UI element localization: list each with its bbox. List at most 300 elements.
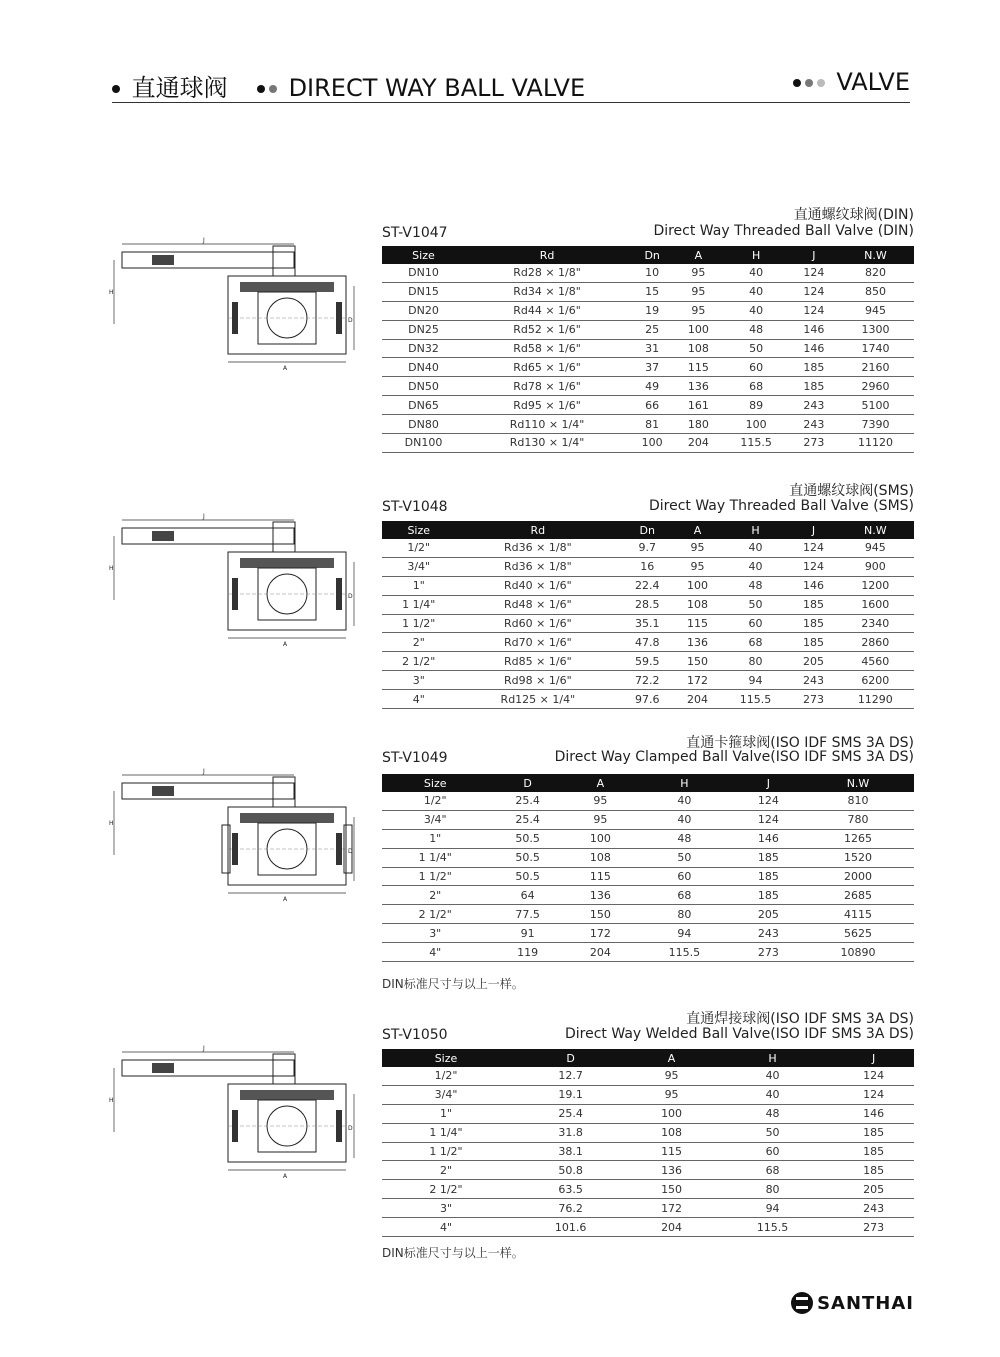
table-cell: 4560 <box>837 652 914 671</box>
table-cell: 9.7 <box>620 539 674 557</box>
logo-icon <box>791 1292 813 1314</box>
dim-label-h: H <box>109 289 114 296</box>
table-cell: 40 <box>721 264 790 282</box>
table-cell: 1300 <box>837 320 914 339</box>
table-cell: 108 <box>674 595 720 614</box>
column-header: A <box>567 774 634 792</box>
table-cell: 25 <box>629 320 675 339</box>
table-cell: 780 <box>802 810 914 829</box>
table-cell: 38.1 <box>510 1142 631 1161</box>
table-cell: 77.5 <box>488 905 566 924</box>
table-cell: 136 <box>567 886 634 905</box>
table-cell: 50 <box>721 339 790 358</box>
table-row <box>382 886 914 905</box>
table-cell: 243 <box>735 924 802 943</box>
table-cell: 150 <box>631 1180 712 1199</box>
table-cell: 22.4 <box>620 576 674 595</box>
column-header: Dn <box>629 246 675 264</box>
table-row <box>382 1199 914 1218</box>
handle-grip <box>152 255 174 265</box>
table-cell: 124 <box>790 557 836 576</box>
header-category: VALVE <box>836 68 910 96</box>
body-top-flange <box>240 813 334 823</box>
table-cell: 3" <box>382 671 455 690</box>
table-cell: Rd60 × 1/6" <box>455 614 620 633</box>
table-cell: 60 <box>721 614 791 633</box>
valve-diagram <box>108 763 360 913</box>
table-row <box>382 396 914 415</box>
product-code: ST-V1049 <box>382 750 448 766</box>
table-cell: Rd98 × 1/6" <box>455 671 620 690</box>
table-cell: 115.5 <box>721 434 790 453</box>
table-cell: 4115 <box>802 905 914 924</box>
table-cell: 146 <box>790 576 836 595</box>
table-cell: DN65 <box>382 396 465 415</box>
table-cell: 48 <box>712 1104 833 1123</box>
table-row <box>382 320 914 339</box>
table-cell: 50.5 <box>488 867 566 886</box>
product-code: ST-V1050 <box>382 1027 448 1043</box>
table-cell: Rd110 × 1/4" <box>465 415 629 434</box>
valve-drawing-threaded-din <box>108 232 360 382</box>
left-seal <box>232 578 238 610</box>
table-cell: 47.8 <box>620 633 674 652</box>
table-cell: 124 <box>791 301 837 320</box>
column-header: Size <box>382 774 488 792</box>
column-header: Dn <box>620 521 674 539</box>
table-cell: 31.8 <box>510 1123 631 1142</box>
table-row <box>382 633 914 652</box>
table-cell: DN20 <box>382 301 465 320</box>
table-row <box>382 867 914 886</box>
table-cell: 273 <box>790 690 836 709</box>
column-header: Size <box>382 1049 510 1067</box>
table-cell: 205 <box>790 652 836 671</box>
table-cell: 95 <box>675 301 721 320</box>
handle-grip <box>152 1063 174 1073</box>
table-row <box>382 1067 914 1085</box>
table-cell: Rd125 × 1/4" <box>455 690 620 709</box>
stem-shape <box>273 777 295 807</box>
table-row <box>382 1161 914 1180</box>
valve-drawing-threaded-sms <box>108 508 360 658</box>
dim-label-a: A <box>283 641 288 648</box>
table-cell: Rd52 × 1/6" <box>465 320 629 339</box>
table-cell: 185 <box>790 614 836 633</box>
table-cell: 185 <box>735 848 802 867</box>
table-cell: 12.7 <box>510 1067 631 1085</box>
table-cell: 100 <box>567 829 634 848</box>
valve-diagram <box>108 232 360 382</box>
table-cell: 40 <box>634 792 735 810</box>
column-header: J <box>791 246 837 264</box>
table-cell: Rd85 × 1/6" <box>455 652 620 671</box>
table-cell: 119 <box>488 943 566 962</box>
table-row <box>382 595 914 614</box>
table-cell: 6200 <box>837 671 914 690</box>
table-cell: 40 <box>712 1067 833 1085</box>
table-cell: 60 <box>721 358 790 377</box>
table-cell: 185 <box>791 358 837 377</box>
product-code: ST-V1048 <box>382 499 448 515</box>
table-row <box>382 434 914 453</box>
table-cell: 40 <box>721 557 791 576</box>
table-cell: 50 <box>721 595 791 614</box>
table-cell: 2340 <box>837 614 914 633</box>
table-cell: 2 1/2" <box>382 905 488 924</box>
table-cell: 81 <box>629 415 675 434</box>
table-cell: DN40 <box>382 358 465 377</box>
table-cell: 146 <box>791 320 837 339</box>
table-cell: 273 <box>735 943 802 962</box>
table-row <box>382 1218 914 1237</box>
table-cell: 150 <box>674 652 720 671</box>
bullet-icon <box>805 79 813 87</box>
spec-table <box>382 1049 914 1237</box>
table-cell: 95 <box>675 282 721 301</box>
table-cell: 50.8 <box>510 1161 631 1180</box>
table-cell: 25.4 <box>488 810 566 829</box>
handle-grip <box>152 786 174 796</box>
right-seal <box>336 833 342 865</box>
table-cell: 68 <box>721 633 791 652</box>
right-seal <box>336 578 342 610</box>
table-cell: Rd65 × 1/6" <box>465 358 629 377</box>
left-seal <box>232 1110 238 1142</box>
table-cell: 172 <box>631 1199 712 1218</box>
body-top-flange <box>240 282 334 292</box>
valve-drawing-clamped <box>108 763 360 913</box>
table-cell: 4" <box>382 1218 510 1237</box>
table-cell: 136 <box>631 1161 712 1180</box>
table-cell: 11120 <box>837 434 914 453</box>
table-row <box>382 415 914 434</box>
table-cell: 5100 <box>837 396 914 415</box>
table-cell: 1 1/2" <box>382 1142 510 1161</box>
table-cell: 1520 <box>802 848 914 867</box>
table-cell: 50 <box>712 1123 833 1142</box>
table-cell: 185 <box>791 377 837 396</box>
table-row <box>382 1180 914 1199</box>
table-cell: 60 <box>634 867 735 886</box>
spec-table <box>382 521 914 709</box>
column-header: N.W <box>837 246 914 264</box>
table-cell: 820 <box>837 264 914 282</box>
table-cell: 28.5 <box>620 595 674 614</box>
table-cell: 2000 <box>802 867 914 886</box>
table-cell: 115.5 <box>634 943 735 962</box>
table-cell: 40 <box>721 301 790 320</box>
din-note: DIN标准尺寸与以上一样。 <box>382 977 524 991</box>
table-cell: 40 <box>721 282 790 301</box>
table-cell: 1" <box>382 1104 510 1123</box>
table-cell: 185 <box>790 595 836 614</box>
section-title-cn: 直通焊接球阀(ISO IDF SMS 3A DS) <box>686 1011 914 1027</box>
dim-label-j: J <box>203 768 205 775</box>
table-row <box>382 557 914 576</box>
table-cell: Rd44 × 1/6" <box>465 301 629 320</box>
table-cell: 100 <box>675 320 721 339</box>
table-cell: 68 <box>721 377 790 396</box>
table-cell: 101.6 <box>510 1218 631 1237</box>
table-cell: 1/2" <box>382 539 455 557</box>
table-row <box>382 792 914 810</box>
table-cell: 48 <box>721 576 791 595</box>
table-cell: 850 <box>837 282 914 301</box>
table-cell: 50 <box>634 848 735 867</box>
table-row <box>382 1142 914 1161</box>
table-cell: 2" <box>382 633 455 652</box>
table-row <box>382 652 914 671</box>
table-cell: 80 <box>721 652 791 671</box>
table-cell: Rd48 × 1/6" <box>455 595 620 614</box>
table-cell: 205 <box>833 1180 914 1199</box>
column-header: H <box>634 774 735 792</box>
table-cell: 94 <box>721 671 791 690</box>
table-header-row <box>382 1049 914 1067</box>
table-cell: 3" <box>382 1199 510 1218</box>
table-cell: 25.4 <box>488 792 566 810</box>
column-header: H <box>721 521 791 539</box>
valve-diagram <box>108 508 360 658</box>
table-cell: 48 <box>721 320 790 339</box>
table-cell: 115 <box>675 358 721 377</box>
table-cell: 35.1 <box>620 614 674 633</box>
section-title-cn: 直通螺纹球阀(DIN) <box>793 207 914 223</box>
table-cell: 1600 <box>837 595 914 614</box>
table-cell: 124 <box>833 1085 914 1104</box>
table-cell: Rd78 × 1/6" <box>465 377 629 396</box>
table-cell: 900 <box>837 557 914 576</box>
table-cell: 19 <box>629 301 675 320</box>
valve-diagram <box>108 1040 360 1190</box>
table-cell: 68 <box>712 1161 833 1180</box>
table-cell: 146 <box>791 339 837 358</box>
table-cell: 204 <box>675 434 721 453</box>
table-cell: 94 <box>712 1199 833 1218</box>
table-cell: 146 <box>833 1104 914 1123</box>
table-cell: 95 <box>567 810 634 829</box>
table-cell: 16 <box>620 557 674 576</box>
table-cell: 204 <box>631 1218 712 1237</box>
table-cell: 1200 <box>837 576 914 595</box>
dim-label-d: D <box>348 593 353 600</box>
table-cell: 97.6 <box>620 690 674 709</box>
table-cell: 15 <box>629 282 675 301</box>
table-cell: Rd28 × 1/8" <box>465 264 629 282</box>
logo-text: SANTHAI <box>817 1292 914 1314</box>
dim-label-a: A <box>283 1173 288 1180</box>
table-cell: DN25 <box>382 320 465 339</box>
table-row <box>382 924 914 943</box>
header-cn-title: 直通球阀 <box>131 74 228 102</box>
table-cell: 1 1/2" <box>382 614 455 633</box>
table-cell: 108 <box>567 848 634 867</box>
table-cell: 50.5 <box>488 829 566 848</box>
table-cell: 1 1/4" <box>382 848 488 867</box>
table-cell: 95 <box>675 264 721 282</box>
column-header: Rd <box>455 521 620 539</box>
table-cell: 59.5 <box>620 652 674 671</box>
table-row <box>382 671 914 690</box>
table-cell: 108 <box>675 339 721 358</box>
table-row <box>382 377 914 396</box>
table-cell: 64 <box>488 886 566 905</box>
bullet-icon <box>112 85 120 93</box>
table-cell: 115 <box>674 614 720 633</box>
bullet-icon <box>269 85 277 93</box>
table-header-row <box>382 246 914 264</box>
table-cell: 1740 <box>837 339 914 358</box>
body-top-flange <box>240 1090 334 1100</box>
table-cell: 3/4" <box>382 810 488 829</box>
table-cell: 1/2" <box>382 1067 510 1085</box>
table-cell: 2 1/2" <box>382 1180 510 1199</box>
table-cell: 49 <box>629 377 675 396</box>
table-cell: 146 <box>735 829 802 848</box>
left-seal <box>232 833 238 865</box>
table-cell: 945 <box>837 301 914 320</box>
table-cell: 1 1/4" <box>382 595 455 614</box>
din-note: DIN标准尺寸与以上一样。 <box>382 1246 524 1260</box>
table-cell: 10890 <box>802 943 914 962</box>
section-title-en: Direct Way Threaded Ball Valve (SMS) <box>648 498 914 514</box>
table-cell: 3/4" <box>382 557 455 576</box>
table-cell: 124 <box>791 282 837 301</box>
table-cell: 185 <box>735 886 802 905</box>
dim-label-a: A <box>283 365 288 372</box>
table-cell: 95 <box>631 1085 712 1104</box>
section-title-en: Direct Way Clamped Ball Valve(ISO IDF SMS 3A DS) <box>554 749 914 765</box>
table-cell: DN80 <box>382 415 465 434</box>
table-cell: 40 <box>634 810 735 829</box>
bullet-icon <box>793 79 801 87</box>
column-header: J <box>735 774 802 792</box>
table-row <box>382 358 914 377</box>
dim-label-h: H <box>109 565 114 572</box>
table-cell: 124 <box>791 264 837 282</box>
table-cell: 7390 <box>837 415 914 434</box>
table-cell: 1/2" <box>382 792 488 810</box>
dim-label-j: J <box>203 513 205 520</box>
table-cell: 94 <box>634 924 735 943</box>
column-header: H <box>712 1049 833 1067</box>
table-cell: 945 <box>837 539 914 557</box>
table-cell: 19.1 <box>510 1085 631 1104</box>
column-header: J <box>790 521 836 539</box>
table-cell: 80 <box>712 1180 833 1199</box>
handle-shape <box>122 528 294 544</box>
dim-label-h: H <box>109 1097 114 1104</box>
table-cell: 243 <box>791 396 837 415</box>
left-seal <box>232 302 238 334</box>
table-cell: 95 <box>567 792 634 810</box>
table-cell: 91 <box>488 924 566 943</box>
table-row <box>382 539 914 557</box>
table-cell: 95 <box>674 539 720 557</box>
table-cell: 37 <box>629 358 675 377</box>
table-cell: 2 1/2" <box>382 652 455 671</box>
table-cell: DN15 <box>382 282 465 301</box>
table-cell: 172 <box>567 924 634 943</box>
dim-label-j: J <box>203 237 205 244</box>
table-row <box>382 848 914 867</box>
table-cell: 31 <box>629 339 675 358</box>
dim-label-a: A <box>283 896 288 903</box>
table-cell: 2" <box>382 1161 510 1180</box>
table-cell: 25.4 <box>510 1104 631 1123</box>
table-cell: 40 <box>712 1085 833 1104</box>
table-row <box>382 690 914 709</box>
table-cell: 89 <box>721 396 790 415</box>
table-row <box>382 1104 914 1123</box>
table-cell: 204 <box>674 690 720 709</box>
header-right <box>793 68 910 96</box>
bullet-icon <box>257 85 265 93</box>
table-cell: 10 <box>629 264 675 282</box>
table-cell: 40 <box>721 539 791 557</box>
table-row <box>382 614 914 633</box>
table-cell: 185 <box>735 867 802 886</box>
column-header: A <box>631 1049 712 1067</box>
table-header-row <box>382 521 914 539</box>
table-cell: 1 1/2" <box>382 867 488 886</box>
table-cell: 11290 <box>837 690 914 709</box>
column-header: Size <box>382 521 455 539</box>
table-cell: Rd40 × 1/6" <box>455 576 620 595</box>
table-cell: 124 <box>735 792 802 810</box>
table-cell: 1 1/4" <box>382 1123 510 1142</box>
table-cell: Rd34 × 1/8" <box>465 282 629 301</box>
table-cell: 80 <box>634 905 735 924</box>
handle-shape <box>122 252 294 268</box>
table-cell: 172 <box>674 671 720 690</box>
stem-shape <box>273 522 295 552</box>
table-cell: 124 <box>735 810 802 829</box>
handle-shape <box>122 783 294 799</box>
spec-table <box>382 774 914 962</box>
table-cell: Rd36 × 1/8" <box>455 539 620 557</box>
table-cell: 4" <box>382 943 488 962</box>
table-cell: 136 <box>675 377 721 396</box>
table-cell: 2685 <box>802 886 914 905</box>
stem-shape <box>273 1054 295 1084</box>
table-cell: DN50 <box>382 377 465 396</box>
stem-shape <box>273 246 295 276</box>
table-cell: 1" <box>382 829 488 848</box>
table-cell: 204 <box>567 943 634 962</box>
bullet-icon <box>817 79 825 87</box>
table-cell: 108 <box>631 1123 712 1142</box>
valve-drawing-welded <box>108 1040 360 1190</box>
table-cell: Rd130 × 1/4" <box>465 434 629 453</box>
table-cell: 66 <box>629 396 675 415</box>
table-cell: DN32 <box>382 339 465 358</box>
section-title-en: Direct Way Threaded Ball Valve (DIN) <box>653 223 914 239</box>
table-cell: 2860 <box>837 633 914 652</box>
table-cell: 3/4" <box>382 1085 510 1104</box>
table-cell: 1" <box>382 576 455 595</box>
table-cell: 48 <box>634 829 735 848</box>
table-cell: 2960 <box>837 377 914 396</box>
column-header: D <box>510 1049 631 1067</box>
table-cell: 115.5 <box>721 690 791 709</box>
table-row <box>382 301 914 320</box>
table-cell: 95 <box>674 557 720 576</box>
spec-table <box>382 246 914 453</box>
table-cell: 100 <box>674 576 720 595</box>
table-cell: Rd36 × 1/8" <box>455 557 620 576</box>
